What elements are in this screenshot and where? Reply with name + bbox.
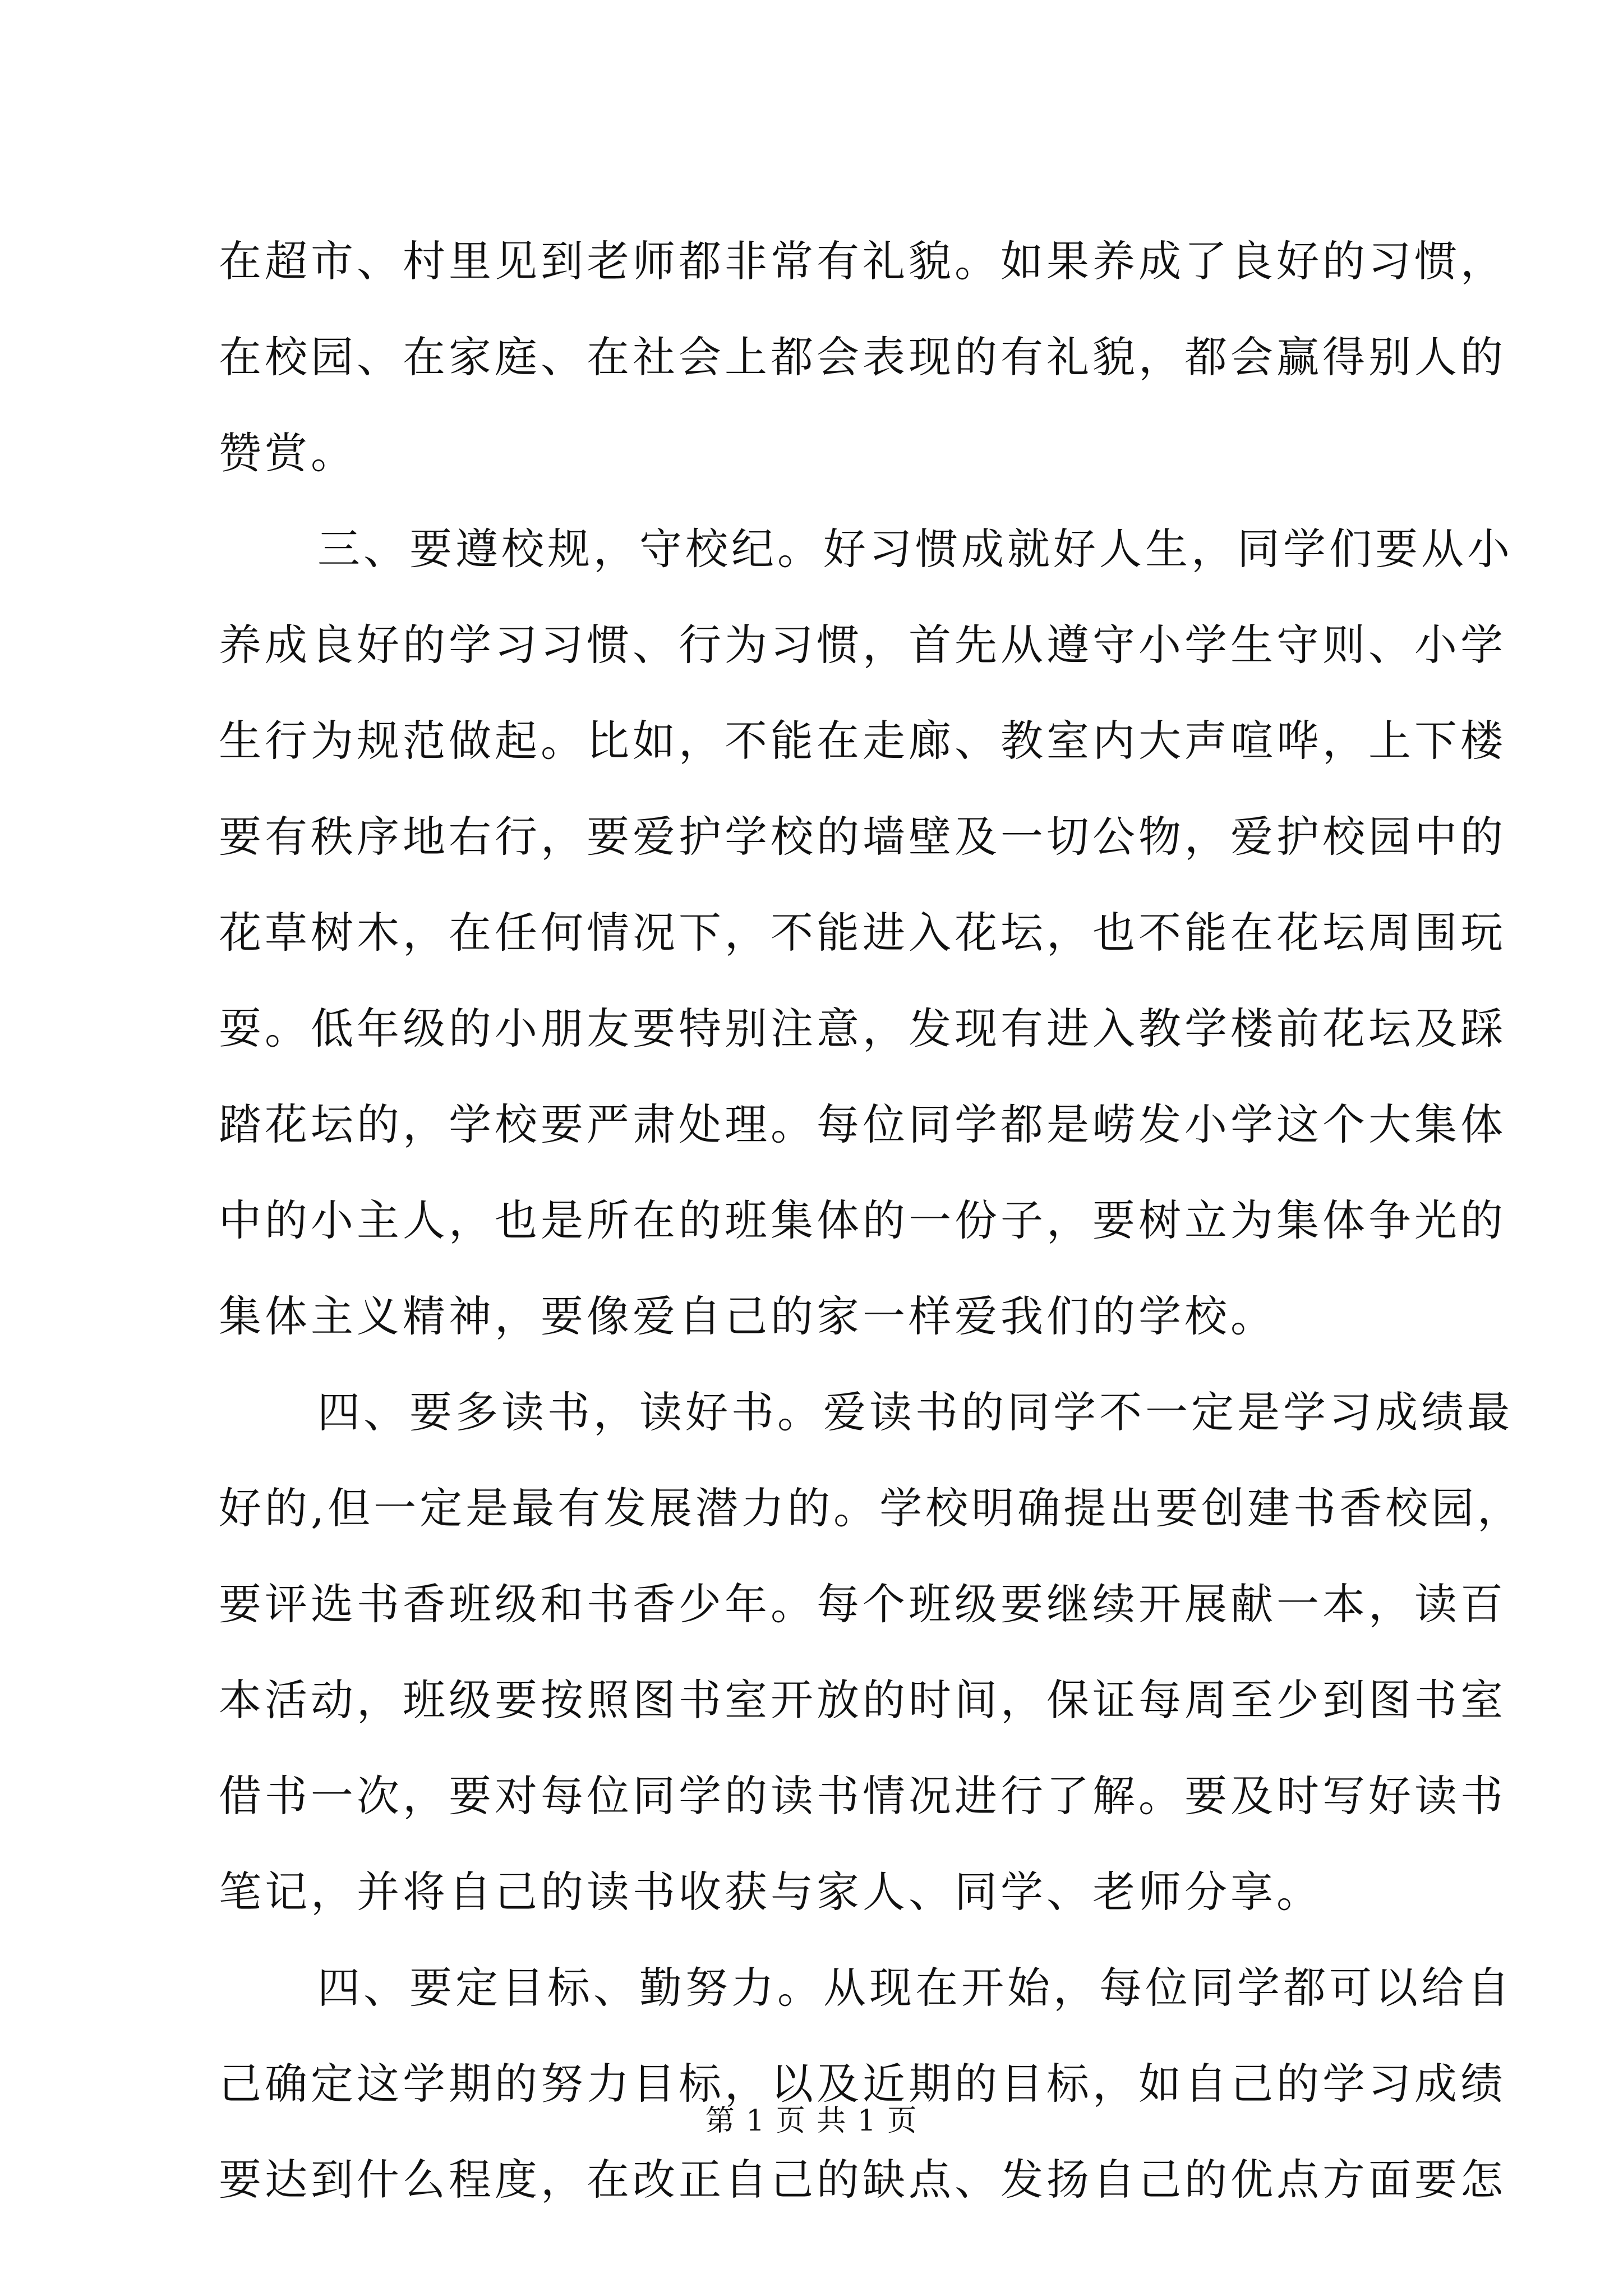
body-line: 养成良好的学习习惯、行为习惯，首先从遵守小学生守则、小学 [219,620,1506,670]
body-line: 花草树木，在任何情况下，不能进入花坛，也不能在花坛周围玩 [219,908,1506,958]
body-line: 在校园、在家庭、在社会上都会表现的有礼貌，都会赢得别人的 [219,332,1506,382]
body-line: 要有秩序地右行，要爱护学校的墙壁及一切公物，爱护校园中的 [219,812,1506,862]
body-line: 集体主义精神，要像爱自己的家一样爱我们的学校。 [219,1291,1276,1341]
page-footer: 第 1 页 共 1 页 [705,2104,918,2138]
body-line: 笔记，并将自己的读书收获与家人、同学、老师分享。 [219,1867,1322,1917]
paragraph-start-line: 四、要多读书，读好书。爱读书的同学不一定是学习成绩最 [317,1387,1513,1437]
body-line: 本活动，班级要按照图书室开放的时间，保证每周至少到图书室 [219,1675,1506,1725]
body-line: 生行为规范做起。比如，不能在走廊、教室内大声喧哗，上下楼 [219,716,1506,766]
body-line: 踏花坛的，学校要严肃处理。每位同学都是崂发小学这个大集体 [219,1099,1506,1149]
paragraph-start-line: 四、要定目标、勤努力。从现在开始，每位同学都可以给自 [317,1963,1513,2013]
paragraph-start-line: 三、要遵校规，守校纪。好习惯成就好人生，同学们要从小 [317,524,1513,574]
body-line: 要达到什么程度，在改正自己的缺点、发扬自己的优点方面要怎 [219,2155,1506,2205]
body-line: 己确定这学期的努力目标，以及近期的目标，如自己的学习成绩 [219,2059,1506,2109]
body-line: 好的,但一定是最有发展潜力的。学校明确提出要创建书香校园， [219,1483,1524,1533]
document-body [219,213,1524,2228]
body-line: 在超市、村里见到老师都非常有礼貌。如果养成了良好的习惯， [219,236,1506,286]
body-line: 要评选书香班级和书香少年。每个班级要继续开展献一本，读百 [219,1579,1506,1629]
body-line: 耍。低年级的小朋友要特别注意，发现有进入教学楼前花坛及踩 [219,1004,1506,1053]
body-line: 中的小主人，也是所在的班集体的一份子，要树立为集体争光的 [219,1195,1506,1245]
body-line: 赞赏。 [219,428,357,478]
body-line: 借书一次，要对每位同学的读书情况进行了解。要及时写好读书 [219,1771,1506,1821]
